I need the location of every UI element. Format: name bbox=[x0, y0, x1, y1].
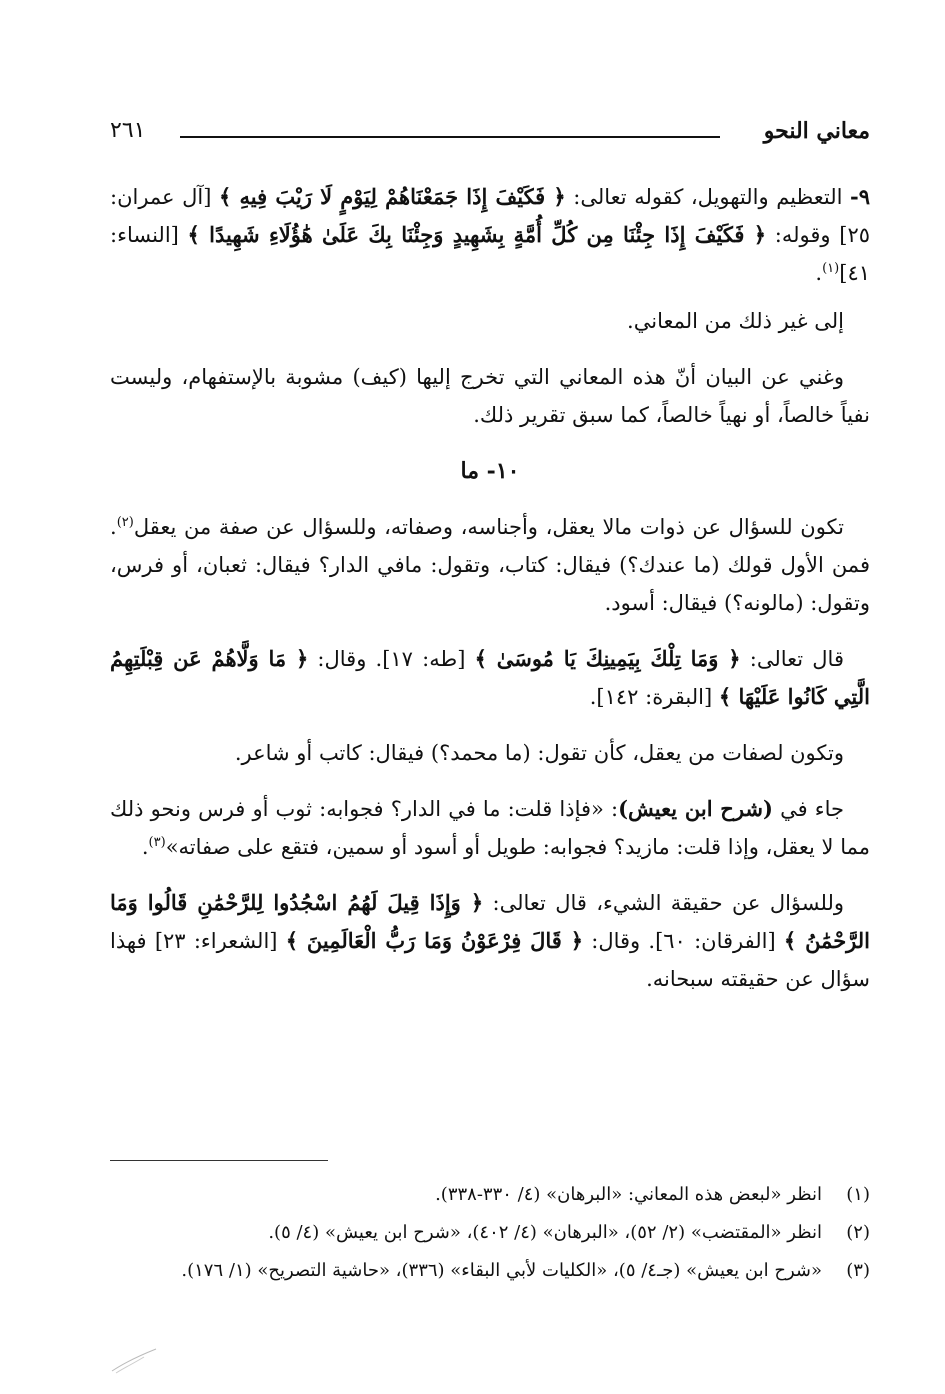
verse-reference: [طه: ١٧]. وقال: bbox=[308, 647, 475, 671]
footnote-marker: (٣) bbox=[148, 835, 166, 850]
text-run: . bbox=[815, 261, 823, 285]
text-run: [الشعراء: ٢٣] فهذا سؤال عن حقيقته سبحانه. bbox=[110, 929, 870, 991]
running-header bbox=[110, 118, 870, 158]
footnote-text: انظر «لبعض هذه المعاني: «البرهان» (٤/ ٣٣٠-٣٣٨). bbox=[435, 1184, 822, 1205]
text-run: إلى غير ذلك من المعاني. bbox=[627, 309, 844, 333]
main-text bbox=[110, 178, 870, 1016]
paragraph-point-9 bbox=[110, 178, 870, 292]
verse-reference: [البقرة: ١٤٢]. bbox=[589, 685, 719, 709]
footnote-item bbox=[110, 1176, 870, 1214]
footnotes bbox=[110, 1176, 870, 1290]
text-run: التعظيم والتهويل، كقوله تعالى: bbox=[565, 185, 851, 209]
source-title: (شرح ابن يعيش) bbox=[618, 796, 773, 821]
quran-verse: ﴿ مَا وَلَّاهُمْ عَن قِبْلَتِهِمُ الَّتِي كَانُوا عَلَيْهَا ﴾ bbox=[110, 646, 870, 709]
text-run: : «فإذا قلت: ما في الدار؟ فجوابه: ثوب أو فرس ونحو ذلك مما لا يعقل، وإذا قلت: مازيد؟ فجوابه: طويل أو أسود أو سمين، فتقع على صفاته» bbox=[110, 797, 870, 859]
footnote-divider bbox=[110, 1160, 328, 1161]
verse-reference: [النساء: ٤١] bbox=[110, 223, 870, 285]
page-number: ٢٦١ bbox=[110, 118, 146, 143]
footnote-marker: (٢) bbox=[116, 515, 134, 530]
verse-reference: [الفرقان: ٦٠]. وقال: bbox=[583, 929, 784, 953]
quran-verse: ﴿ فَكَيْفَ إِذَا جَمَعْنَاهُمْ لِيَوْمٍ لَا رَيْبَ فِيهِ ﴾ bbox=[219, 184, 566, 209]
paragraph-ibn-yaish-quote bbox=[110, 790, 870, 866]
quran-verse: ﴿ وَإِذَا قِيلَ لَهُمُ اسْجُدُوا لِلرَّحْمَٰنِ قَالُوا وَمَا الرَّحْمَٰنُ ﴾ bbox=[110, 890, 870, 953]
quran-verse: ﴿ فَكَيْفَ إِذَا جِئْنَا مِن كُلِّ أُمَّةٍ بِشَهِيدٍ وَجِئْنَا بِكَ عَلَىٰ هَٰؤُلَاءِ شَهِيدًا ﴾ bbox=[187, 222, 767, 247]
paragraph-ma-verses bbox=[110, 640, 870, 716]
text-run: وتكون لصفات من يعقل، كأن تقول: (ما محمد؟) فيقال: كاتب أو شاعر. bbox=[234, 741, 844, 765]
paragraph-ma-attributes bbox=[110, 734, 870, 772]
quran-verse: ﴿ قَالَ فِرْعَوْنُ وَمَا رَبُّ الْعَالَمِينَ ﴾ bbox=[285, 928, 584, 953]
text-run: . فمن الأول قولك (ما عندك؟) فيقال: كتاب، وتقول: مافي الدار؟ فيقال: ثعبان، أو فرس، وتقول: (مالونه؟) فيقال: أسود. bbox=[110, 515, 870, 615]
header-rule bbox=[180, 136, 720, 138]
footnote-number: (١) bbox=[846, 1184, 870, 1205]
paragraph-kayfa-note bbox=[110, 358, 870, 434]
section-heading: ١٠- ما bbox=[460, 458, 520, 484]
paragraph-ma-essence bbox=[110, 884, 870, 998]
text-run: وغني عن البيان أنّ هذه المعاني التي تخرج إليها (كيف) مشوبة بالإستفهام، وليست نفياً خالصاً، أو نهياً خالصاً، كما سبق تقرير ذلك. bbox=[110, 365, 870, 427]
text-run: قال تعالى: bbox=[740, 647, 844, 671]
footnote-marker: (١) bbox=[822, 261, 840, 276]
footnote-text: «شرح ابن يعيش» (جـ٤/ ٥)، «الكليات لأبي البقاء» (٣٣٦)، «حاشية التصريح» (١/ ١٧٦). bbox=[181, 1260, 822, 1281]
footnote-item bbox=[110, 1214, 870, 1252]
text-run: وللسؤال عن حقيقة الشيء، قال تعالى: bbox=[483, 891, 844, 915]
footnote-text: انظر «المقتضب» (٢/ ٥٢)، «البرهان» (٤/ ٤٠٢)، «شرح ابن يعيش» (٤/ ٥). bbox=[268, 1222, 822, 1243]
text-run: [آل عمران: ٢٥] وقوله: bbox=[110, 185, 870, 247]
text-run: تكون للسؤال عن ذوات مالا يعقل، وأجناسه، وصفاته، وللسؤال عن صفة من يعقل bbox=[133, 515, 844, 539]
running-title: معاني النحو bbox=[763, 118, 870, 144]
text-run: . bbox=[141, 835, 149, 859]
quran-verse: ﴿ وَمَا تِلْكَ بِيَمِينِكَ يَا مُوسَىٰ ﴾ bbox=[474, 646, 741, 671]
paragraph-ma-definition bbox=[110, 508, 870, 622]
text-run: جاء في bbox=[772, 797, 844, 821]
footnote-number: (٣) bbox=[846, 1260, 870, 1281]
footnote-number: (٢) bbox=[846, 1222, 870, 1243]
point-number: ٩- bbox=[850, 184, 871, 209]
pencil-mark bbox=[110, 1345, 160, 1375]
paragraph-other-meanings bbox=[110, 302, 870, 340]
footnote-item bbox=[110, 1252, 870, 1290]
